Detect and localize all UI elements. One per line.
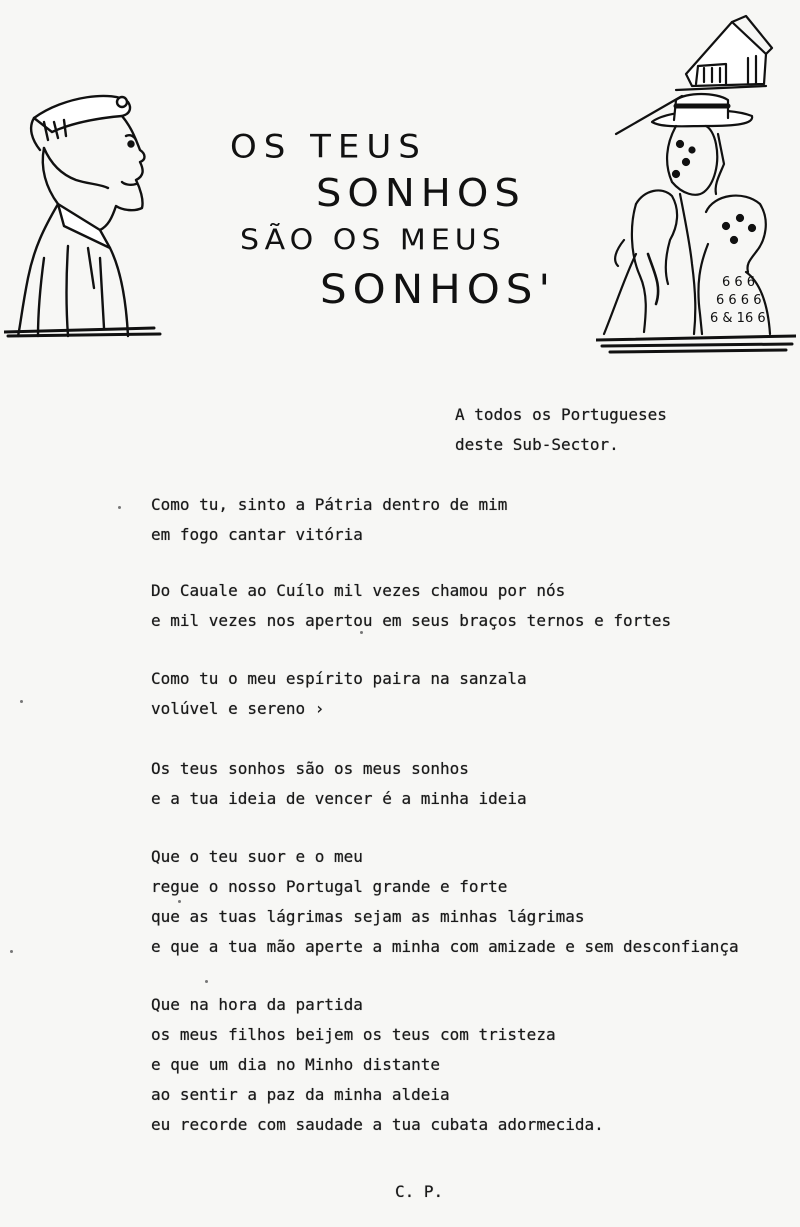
poem-line: em fogo cantar vitória <box>151 525 363 544</box>
stanza-1 <box>151 490 507 550</box>
poem-line: os meus filhos beijem os teus com tristeza <box>151 1025 556 1044</box>
poem-line: eu recorde com saudade a tua cubata adormecida. <box>151 1115 604 1134</box>
soldier-illustration <box>4 88 164 338</box>
poem-line: e a tua ideia de vencer é a minha ideia <box>151 789 527 808</box>
poem-line: e que a tua mão aperte a minha com amizade e sem desconfiança <box>151 937 739 956</box>
poem-line: regue o nosso Portugal grande e forte <box>151 877 508 896</box>
svg-text:6 6 6: 6 6 6 <box>722 275 756 290</box>
title-line-3: SÃO OS MEUS <box>240 224 506 258</box>
villagers-illustration <box>596 14 796 354</box>
poem-line: ao sentir a paz da minha aldeia <box>151 1085 450 1104</box>
stanza-3 <box>151 664 527 724</box>
title-line-4: SONHOS' <box>320 266 556 313</box>
poem-line: e mil vezes nos apertou em seus braços ternos e fortes <box>151 611 672 630</box>
poem-line: volúvel e sereno › <box>151 699 325 718</box>
poem-line: Como tu o meu espírito paira na sanzala <box>151 669 527 688</box>
poem-line: Que na hora da partida <box>151 995 363 1014</box>
paper-speck <box>118 506 121 509</box>
dedication-line-1: A todos os Portugueses <box>455 405 667 424</box>
signature: C. P. <box>395 1182 444 1201</box>
poem-line: que as tuas lágrimas sejam as minhas lágrimas <box>151 907 585 926</box>
svg-text:6 6 6 6: 6 6 6 6 <box>716 293 762 308</box>
stanza-2 <box>151 576 671 636</box>
poem-line: e que um dia no Minho distante <box>151 1055 440 1074</box>
stanza-4 <box>151 754 527 814</box>
paper-speck <box>10 950 13 953</box>
svg-text:6 & 16 6: 6 & 16 6 <box>710 311 766 326</box>
title-line-1: OS TEUS <box>230 128 427 166</box>
dedication <box>455 400 667 460</box>
stanza-5 <box>151 842 739 962</box>
poem-line: Como tu, sinto a Pátria dentro de mim <box>151 495 508 514</box>
title-line-2: SONHOS <box>316 172 526 216</box>
paper-speck <box>20 700 23 703</box>
dedication-line-2: deste Sub-Sector. <box>455 435 619 454</box>
poem-line: Do Cauale ao Cuílo mil vezes chamou por nós <box>151 581 566 600</box>
poem-line: Os teus sonhos são os meus sonhos <box>151 759 469 778</box>
paper-speck <box>205 980 208 983</box>
paper-speck <box>178 900 181 903</box>
paper-speck <box>360 631 363 634</box>
poem-line: Que o teu suor e o meu <box>151 847 363 866</box>
stanza-6 <box>151 990 604 1140</box>
